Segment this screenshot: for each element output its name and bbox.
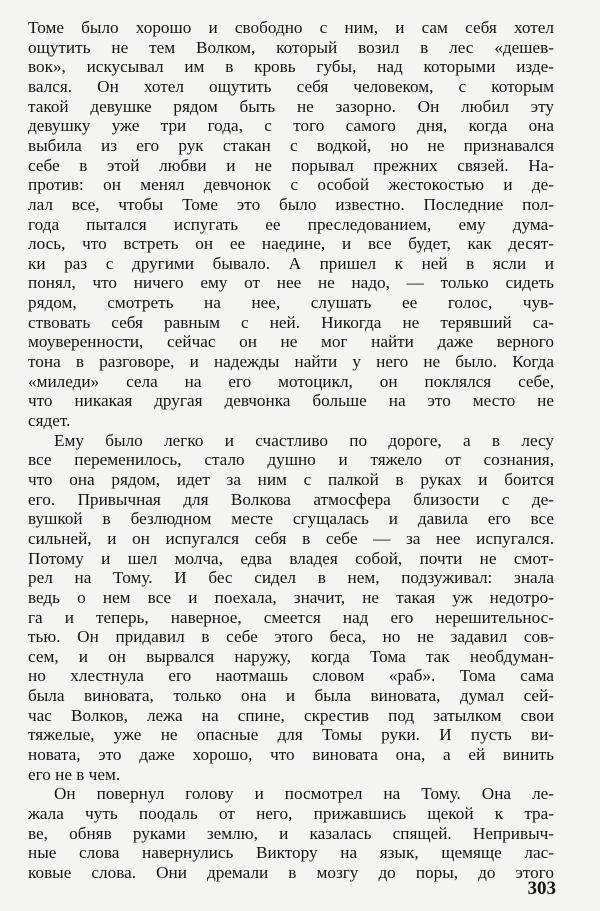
- text-line: его. Привычная для Волкова атмосфера близости с де-: [28, 489, 554, 509]
- text-line: ощутить не тем Волком, который возил в лес «дешев-: [28, 37, 554, 57]
- text-line: тяжелые, уже не опасные для Томы руки. И пусть ви-: [28, 725, 554, 745]
- text-line: ковые слова. Они дремали в мозгу до поры, до этого: [28, 862, 554, 882]
- text-line: «миледи» села на его мотоцикл, он поклялся себе,: [28, 371, 554, 391]
- text-line: такой девушке рядом быть не зазорно. Он любил эту: [28, 96, 554, 116]
- text-line: года пытался испугать ее преследованием, ему дума-: [28, 214, 554, 234]
- text-line: тона в разговоре, и надежды найти у него не было. Когда: [28, 352, 554, 372]
- text-line: рел на Тому. И бес сидел в нем, подзуживал: знала: [28, 568, 554, 588]
- text-line: что никакая другая девчонка больше на это место не: [28, 391, 554, 411]
- text-line: моуверенности, сейчас он не мог найти даже верного: [28, 332, 554, 352]
- text-line: сем, и он вырвался наружу, когда Тома так необдуман-: [28, 646, 554, 666]
- text-line: сильней, и он испугался себя в себе — за нее испугался.: [28, 528, 554, 548]
- text-line: понял, что ничего ему от нее не надо, — только сидеть: [28, 273, 554, 293]
- text-line: но хлестнула его наотмашь словом «раб». Тома сама: [28, 666, 554, 686]
- text-line: ствовать себя равным с ней. Никогда не терявший са-: [28, 312, 554, 332]
- text-line: лал все, чтобы Томе это было известно. Последние пол-: [28, 194, 554, 214]
- text-line: га и теперь, наверное, смеется над его нерешительнос-: [28, 607, 554, 627]
- text-line: выбила из его рук стакан с водкой, но не признавался: [28, 135, 554, 155]
- page-number: 303: [527, 878, 556, 899]
- text-line: ные слова навернулись Виктору на язык, щемяще лас-: [28, 843, 554, 863]
- text-line: сядет.: [28, 411, 71, 430]
- text-line: ки раз с другими бывало. А пришел к ней в ясли и: [28, 253, 554, 273]
- text-line: рядом, смотреть на нее, слушать ее голос, чув-: [28, 293, 554, 313]
- text-line: лось, что встреть он ее наедине, и все будет, как десят-: [28, 234, 554, 254]
- text-line: вушкой в безлюдном месте сгущалась и давила его все: [28, 509, 554, 529]
- text-line: вался. Он хотел ощутить себя человеком, с которым: [28, 76, 554, 96]
- text-line: час Волков, лежа на спине, скрестив под затылком свои: [28, 705, 554, 725]
- text-line: что она рядом, идет за ним с палкой в руках и боится: [28, 469, 554, 489]
- text-line: все переменилось, стало душно и тяжело от сознания,: [28, 450, 554, 470]
- text-line: Томе было хорошо и свободно с ним, и сам себя хотел: [28, 18, 554, 37]
- text-line: вок», искусывал им в кровь губы, над которыми изде-: [28, 57, 554, 77]
- text-line: против: он менял девчонок с особой жестокостью и де-: [28, 175, 554, 195]
- text-line: ведь о нем все и поехала, значит, не такая уж недотро-: [28, 587, 554, 607]
- text-line: его не в чем.: [28, 764, 121, 784]
- text-line: Потому и шел молча, едва владея собой, почти не смот-: [28, 548, 554, 568]
- text-line: ве, обняв руками землю, и казалась спящей. Непривыч-: [28, 823, 554, 843]
- text-line: жала чуть поодаль от него, прижавшись щекой к тра-: [28, 804, 554, 823]
- text-line: девушку уже три года, с того самого дня, когда она: [28, 116, 554, 136]
- text-line: была виновата, только она и была виновата, думал сей-: [28, 686, 554, 706]
- text-line: тью. Он придавил в себе этого беса, но не задавил сов-: [28, 627, 554, 647]
- text-line: себе в этой любви и не порывал прежних связей. На-: [28, 155, 554, 175]
- text-line: Он повернул голову и посмотрел на Тому. Она ле-: [54, 784, 554, 804]
- text-line: новата, это даже хорошо, что виновата она, а ей винить: [28, 745, 554, 765]
- book-page: [28, 18, 568, 898]
- text-line: Ему было легко и счастливо по дороге, а в лесу: [54, 430, 554, 450]
